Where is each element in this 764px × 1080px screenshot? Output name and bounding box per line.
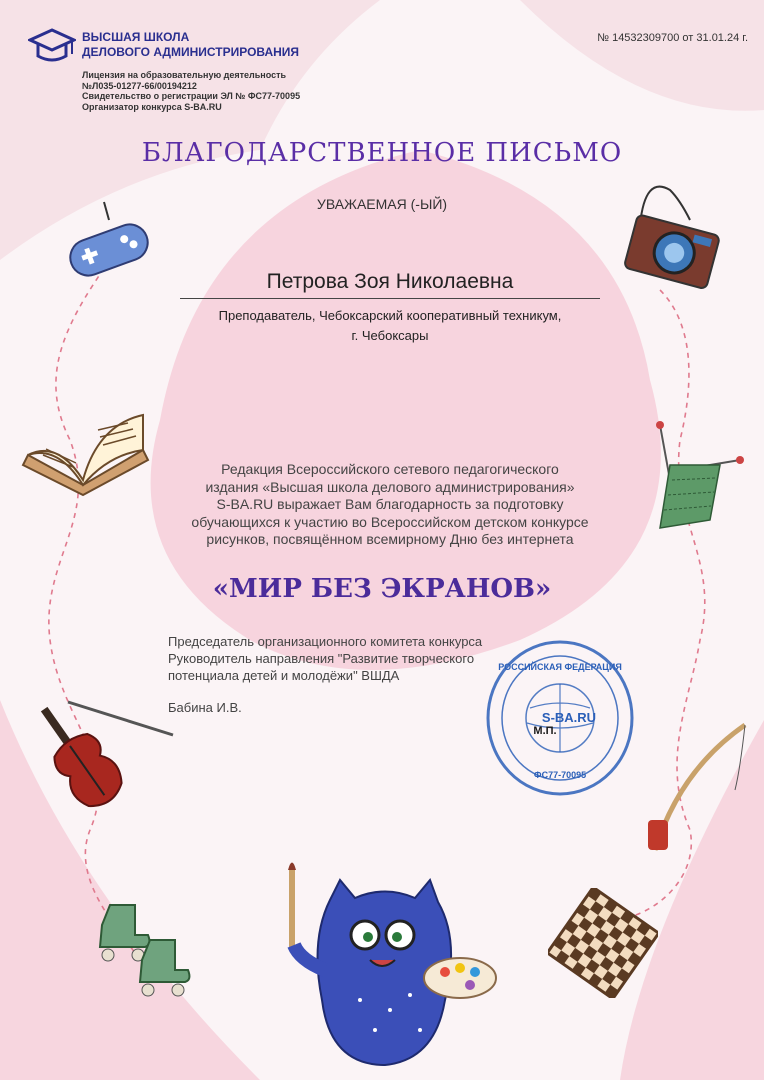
signature-line2: Руководитель направления "Развитие творческого <box>168 651 475 666</box>
body-line: обучающихся к участию во Всероссийском детском конкурсе <box>191 513 589 530</box>
gratitude-text <box>150 461 630 549</box>
organizer-text: Организатор конкурса S-BA.RU <box>82 101 222 112</box>
gamepad-icon <box>64 200 154 290</box>
organization-name-line2: ДЕЛОВОГО АДМИНИСТРИРОВАНИЯ <box>82 45 300 59</box>
registration-text: Свидетельство о регистрации ЭЛ № ФС77-70095 <box>82 91 301 101</box>
contest-name: «МИР БЕЗ ЭКРАНОВ» <box>212 574 552 604</box>
signature-line1: Председатель организационного комитета конкурса <box>168 634 483 649</box>
stamp-country: РОССИЙСКАЯ ФЕДЕРАЦИЯ <box>498 662 622 672</box>
stamp-registration: ФС77-70095 <box>533 770 587 780</box>
organization-details <box>82 70 300 112</box>
fishing-rod-icon <box>640 710 750 860</box>
position-line2: г. Чебоксары <box>351 328 429 343</box>
license-text: Лицензия на образовательную деятельность <box>82 70 287 80</box>
salutation: УВАЖАЕМАЯ (-ЫЙ) <box>316 196 448 212</box>
signature-block <box>168 633 482 684</box>
recipient-underline <box>180 298 600 299</box>
organization-name <box>82 30 299 60</box>
stamp-site: S-BA.RU <box>541 710 597 725</box>
chessboard-icon <box>548 888 658 998</box>
camera-icon <box>620 170 720 290</box>
mascot-artist-icon <box>270 860 500 1080</box>
page-title: БЛАГОДАРСТВЕННОЕ ПИСЬМО <box>141 138 623 168</box>
signer-name: Бабина И.В. <box>168 700 242 715</box>
recipient-position <box>150 306 630 346</box>
body-line: издания «Высшая школа делового администрирования» <box>205 478 575 495</box>
violin-icon <box>28 690 178 820</box>
document-number: № 14532309700 от 31.01.24 г. <box>597 32 748 44</box>
knitting-icon <box>640 420 750 530</box>
body-line: рисунков, посвящённом всемирному Дню без интернета <box>206 531 574 547</box>
stamp-mp: М.П. <box>533 725 557 737</box>
signature-line3: потенциала детей и молодёжи" ВШДА <box>168 668 400 683</box>
position-line1: Преподаватель, Чебоксарский кооперативный техникум, <box>218 308 562 323</box>
graduation-cap-logo-icon <box>28 26 76 66</box>
roller-skates-icon <box>90 895 200 1005</box>
recipient-name: Петрова Зоя Николаевна <box>266 270 514 293</box>
organization-name-line1: ВЫСШАЯ ШКОЛА <box>82 30 190 44</box>
body-line: S-BA.RU выражает Вам благодарность за подготовку <box>216 496 564 512</box>
official-stamp <box>485 638 635 798</box>
body-line: Редакция Всероссийского сетевого педагогического <box>221 461 559 477</box>
license-number: №Л035-01277-66/00194212 <box>82 80 197 91</box>
open-book-icon <box>18 405 153 505</box>
